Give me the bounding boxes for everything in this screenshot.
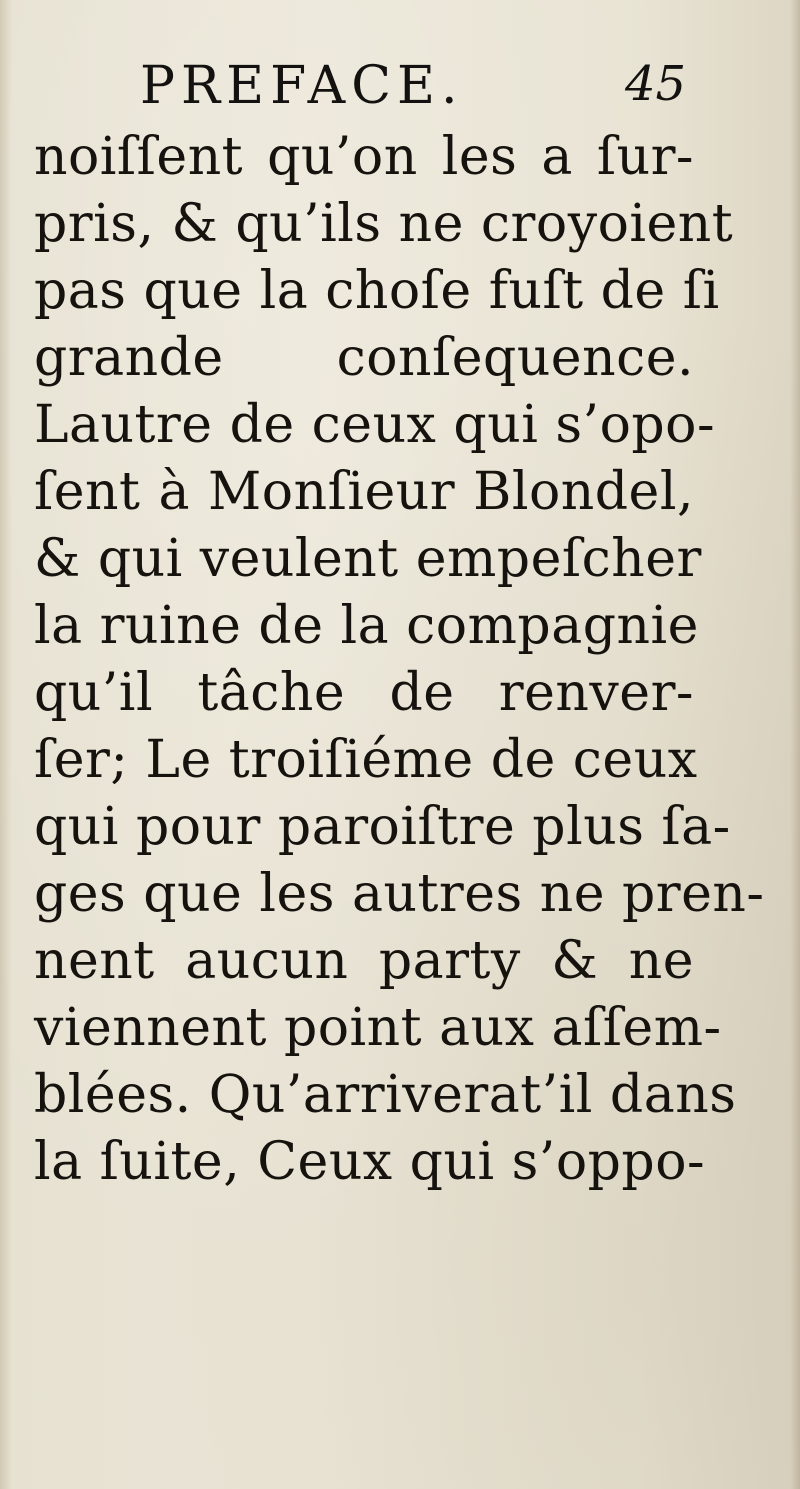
text-line: la ruine de la compagnie: [34, 596, 699, 656]
text-line: la ſuite, Ceux qui s’oppo-: [34, 1132, 706, 1192]
body-text: [34, 124, 765, 1196]
text-line: pas que la choſe fuſt de ſi: [34, 261, 720, 321]
text-line: qui pour paroiſtre plus ſa-: [34, 797, 731, 857]
text-line: ges que les autres ne pren-: [34, 864, 765, 924]
running-title: PREFACE.: [140, 56, 464, 116]
text-line: noiſſent qu’on les a ſur-: [34, 127, 694, 187]
text-line: viennent point aux aſſem-: [34, 998, 722, 1058]
text-line: pris, & qu’ils ne croyoient: [34, 194, 734, 254]
text-line: nent aucun party & ne: [34, 931, 694, 991]
text-line: Lautre de ceux qui s’opo-: [34, 395, 716, 455]
text-line: grande conſequence.: [34, 328, 694, 388]
text-line: & qui veulent empeſcher: [34, 529, 702, 589]
page-edge-shadow: [790, 0, 800, 1489]
text-line: blées. Qu’arriverat’il dans: [34, 1065, 737, 1125]
page-gutter-shadow: [0, 0, 12, 1489]
page-header: [140, 56, 700, 126]
page-number: 45: [625, 56, 687, 112]
text-line: ſer; Le troiſiéme de ceux: [34, 730, 698, 790]
text-line: qu’il tâche de renver-: [34, 663, 694, 723]
text-line: ſent à Monſieur Blondel,: [34, 462, 694, 522]
